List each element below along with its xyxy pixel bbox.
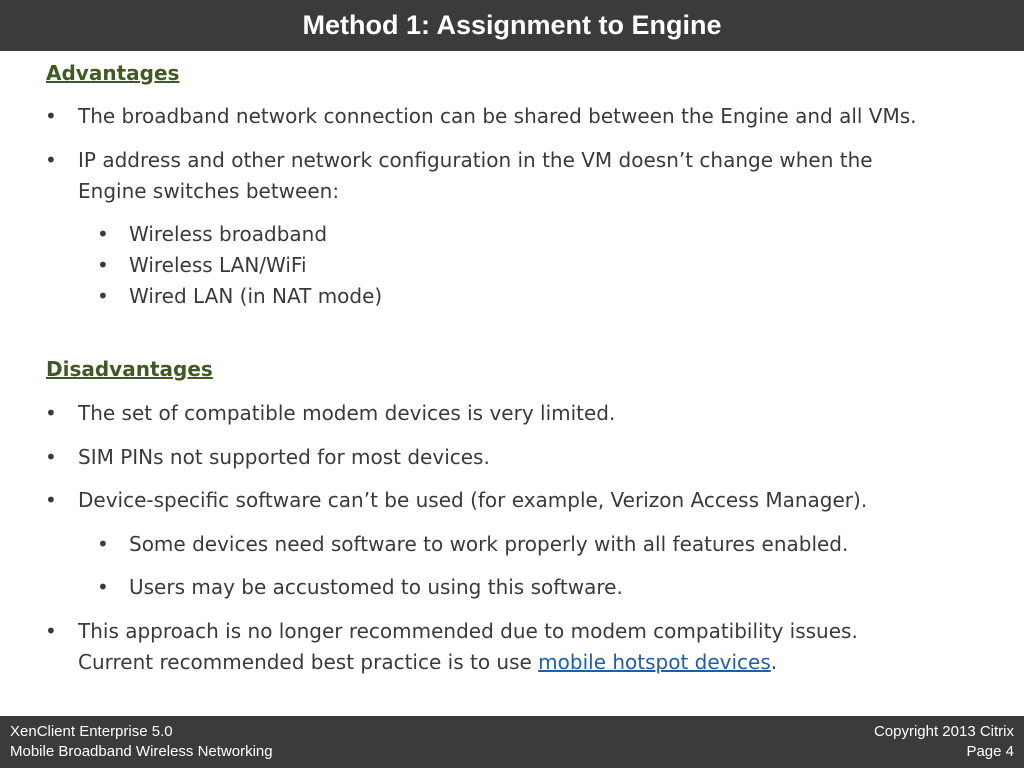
disadvantage-item	[45, 398, 616, 429]
disadvantage-text: Device-specific software can’t be used (for example, Verizon Access Manager).	[78, 488, 868, 512]
disadvantage-subitem	[97, 572, 623, 603]
slide-title: Method 1: Assignment to Engine	[302, 10, 722, 40]
advantage-text-line: IP address and other network configuration in the VM doesn’t change when the	[78, 148, 873, 172]
bullet-icon: •	[97, 532, 109, 556]
disadvantage-text-line	[78, 647, 858, 678]
text-suffix: .	[770, 650, 778, 674]
text-prefix: Current recommended best practice is to use	[78, 650, 539, 674]
disadvantage-item	[45, 616, 858, 678]
disadvantage-item	[45, 442, 490, 473]
footer-product: XenClient Enterprise 5.0	[10, 723, 173, 740]
footer-topic: Mobile Broadband Wireless Networking	[10, 743, 273, 760]
subitem-text: Wireless broadband	[129, 222, 328, 246]
disadvantage-subitem	[97, 529, 849, 560]
bullet-icon: •	[45, 488, 57, 512]
advantage-item	[45, 145, 873, 207]
advantage-item	[45, 101, 917, 132]
footer-page-number: Page 4	[966, 743, 1014, 760]
bullet-icon: •	[45, 401, 57, 425]
footer-left	[10, 722, 273, 762]
footer-right	[874, 722, 1014, 762]
bullet-icon: •	[45, 104, 57, 128]
bullet-icon: •	[97, 575, 109, 599]
bullet-icon: •	[45, 445, 57, 469]
advantage-text: The broadband network connection can be shared between the Engine and all VMs.	[78, 104, 917, 128]
subitem-text: Some devices need software to work properly with all features enabled.	[129, 532, 849, 556]
slide-footer	[0, 716, 1024, 768]
bullet-icon: •	[97, 284, 109, 308]
disadvantage-text: The set of compatible modem devices is very limited.	[78, 401, 616, 425]
advantage-subitem	[97, 219, 328, 250]
bullet-icon: •	[97, 222, 109, 246]
bullet-icon: •	[97, 253, 109, 277]
advantage-text-line: Engine switches between:	[78, 179, 340, 203]
footer-copyright: Copyright 2013 Citrix	[873, 723, 1014, 740]
disadvantage-text: SIM PINs not supported for most devices.	[78, 445, 490, 469]
bullet-icon: •	[45, 148, 57, 172]
mobile-hotspot-devices-link[interactable]: mobile hotspot devices	[538, 650, 771, 674]
bullet-icon: •	[45, 619, 57, 643]
disadvantage-text-line: This approach is no longer recommended due to modem compatibility issues.	[78, 619, 858, 643]
disadvantages-heading: Disadvantages	[46, 357, 213, 381]
advantage-subitem	[97, 250, 307, 281]
subitem-text: Wired LAN (in NAT mode)	[129, 284, 383, 308]
advantages-heading: Advantages	[46, 61, 180, 85]
subitem-text: Users may be accustomed to using this software.	[129, 575, 623, 599]
advantage-subitem	[97, 281, 383, 312]
disadvantage-item	[45, 485, 868, 516]
subitem-text: Wireless LAN/WiFi	[129, 253, 307, 277]
